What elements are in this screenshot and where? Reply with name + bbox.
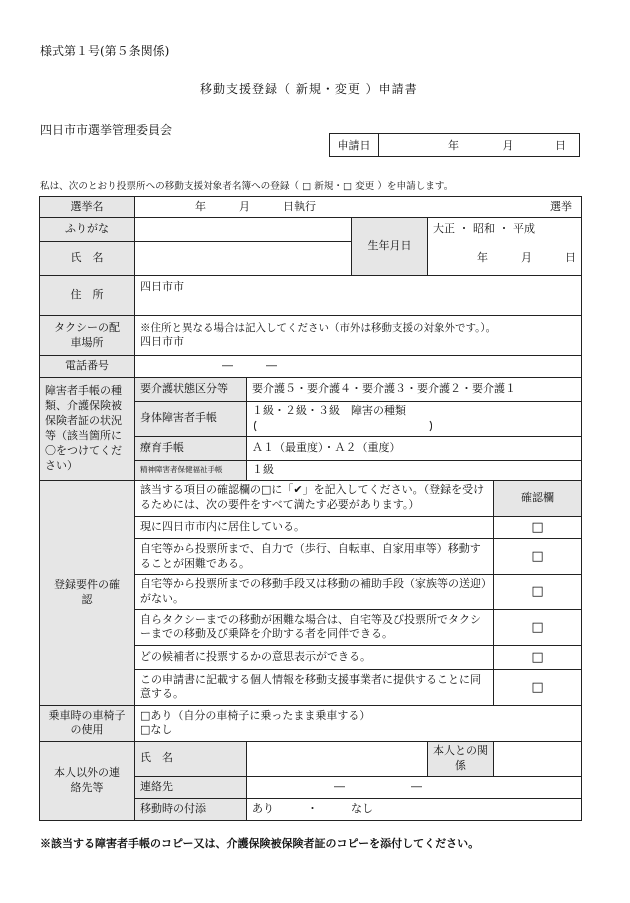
form-number: 様式第１号(第５条関係) xyxy=(40,44,170,58)
furigana-field[interactable] xyxy=(135,218,352,242)
furigana-label: ふりがな xyxy=(40,218,135,242)
intro-text: 私は、次のとおり投票所への移動支援対象者名簿への登録（ □ 新規・□ 変更 ）を申請します。 xyxy=(40,181,454,192)
taxi-label: タクシーの配車場所 xyxy=(40,316,135,356)
phone-field[interactable] xyxy=(135,356,582,378)
requirements-header: 該当する項目の確認欄の□に「✔」を記入してください。（登録を受けるためには、次の要件をすべて満たす必要があります。） xyxy=(135,480,494,516)
birth-field[interactable] xyxy=(428,218,582,276)
wheelchair-option-no[interactable]: □なし xyxy=(140,723,173,737)
birth-eras: 大正 ・ 昭和 ・ 平成 xyxy=(433,222,535,235)
contact-phone-label: 連絡先 xyxy=(135,776,247,798)
disability-type-bracket[interactable] xyxy=(254,419,432,433)
birth-ymd: 年 月 日 xyxy=(477,250,576,264)
footer-note: ※該当する障害者手帳のコピー又は、介護保険被保険者証のコピーを添付してください。 xyxy=(40,837,480,850)
requirement-checkbox-3[interactable]: □ xyxy=(494,575,582,610)
contact-label: 本人以外の連絡先等 xyxy=(40,741,135,820)
care-level-value[interactable]: 要介護５・要介護４・要介護３・要介護２・要介護１ xyxy=(247,378,582,402)
physical-disability-value: １級・２級・３級 障害の種類 xyxy=(252,404,406,417)
election-label: 選挙名 xyxy=(40,197,135,218)
contact-relation-label: 本人との関係 xyxy=(428,741,494,776)
escort-value: あり ・ なし xyxy=(252,801,373,815)
requirements-label: 登録要件の確認 xyxy=(40,480,135,705)
taxi-value: 四日市市 xyxy=(140,335,184,349)
phone-label: 電話番号 xyxy=(40,356,135,378)
addressee: 四日市市選挙管理委員会 xyxy=(40,123,173,137)
wheelchair-option-yes[interactable]: □あり（自分の車椅子に乗ったまま乗車する） xyxy=(140,708,371,722)
address-value: 四日市市 xyxy=(140,280,184,293)
date-day-label: 日 xyxy=(555,139,566,152)
disability-label: 障害者手帳の種類、介護保険被保険者証の状況等（該当箇所に〇をつけてください） xyxy=(40,378,135,481)
taxi-field[interactable] xyxy=(135,316,582,356)
confirm-column-label: 確認欄 xyxy=(494,480,582,516)
rehab-notebook-value[interactable]: Ａ１（最重度）・Ａ２（重度） xyxy=(247,436,582,460)
care-level-label: 要介護状態区分等 xyxy=(135,378,247,402)
date-month-label: 月 xyxy=(502,139,514,152)
requirement-item-1: 現に四日市市内に居住している。 xyxy=(135,516,494,539)
phone-value: ― ― xyxy=(222,359,277,373)
requirement-item-2: 自宅等から投票所まで、自力で（歩行、自転車、自家用車等）移動することが困難である。 xyxy=(135,539,494,575)
taxi-note: ※住所と異なる場合は記入してください（市外は移動支援の対象外です。）。 xyxy=(140,321,497,334)
application-date-field[interactable] xyxy=(379,134,580,157)
requirement-item-6: この申請書に記載する個人情報を移動支援事業者に提供することに同意する。 xyxy=(135,669,494,705)
election-date-line: 年 月 日執行 xyxy=(195,199,316,213)
requirement-item-3: 自宅等から投票所までの移動手段又は移動の補助手段（家族等の送迎）がない。 xyxy=(135,575,494,610)
mental-health-value[interactable]: １級 xyxy=(247,460,582,480)
wheelchair-label: 乗車時の車椅子の使用 xyxy=(40,705,135,741)
address-field[interactable] xyxy=(135,276,582,316)
contact-phone-field[interactable] xyxy=(247,776,582,798)
requirement-checkbox-5[interactable]: □ xyxy=(494,645,582,669)
page-title: 移動支援登録（ 新規・変更 ）申請書 xyxy=(200,82,418,96)
rehab-notebook-label: 療育手帳 xyxy=(135,436,247,460)
contact-name-field[interactable] xyxy=(247,741,428,776)
application-date-box xyxy=(329,133,580,157)
name-label: 氏 名 xyxy=(40,242,135,276)
requirement-checkbox-6[interactable]: □ xyxy=(494,669,582,705)
contact-name-label: 氏 名 xyxy=(135,741,247,776)
escort-field[interactable] xyxy=(247,798,582,820)
wheelchair-field xyxy=(135,705,582,741)
application-date-label: 申請日 xyxy=(330,134,379,157)
contact-phone-value: ― ― xyxy=(334,779,422,793)
election-suffix: 選挙 xyxy=(550,199,572,213)
escort-label: 移動時の付添 xyxy=(135,798,247,820)
contact-relation-field[interactable] xyxy=(494,741,582,776)
date-year-label: 年 xyxy=(448,139,459,152)
application-form-table xyxy=(39,196,582,821)
birth-label: 生年月日 xyxy=(352,218,428,276)
mental-health-label: 精神障害者保健福祉手帳 xyxy=(135,460,247,480)
election-field[interactable] xyxy=(135,197,582,218)
physical-disability-label: 身体障害者手帳 xyxy=(135,402,247,437)
requirement-checkbox-2[interactable]: □ xyxy=(494,539,582,575)
requirement-item-5: どの候補者に投票するかの意思表示ができる。 xyxy=(135,645,494,669)
requirement-checkbox-1[interactable]: □ xyxy=(494,516,582,539)
requirement-checkbox-4[interactable]: □ xyxy=(494,609,582,645)
requirement-item-4: 自らタクシーまでの移動が困難な場合は、自宅等及び投票所でタクシーまでの移動及び乗降を介助する者を同伴できる。 xyxy=(135,609,494,645)
physical-disability-field[interactable] xyxy=(247,402,582,437)
name-field[interactable] xyxy=(135,242,352,276)
address-label: 住 所 xyxy=(40,276,135,316)
